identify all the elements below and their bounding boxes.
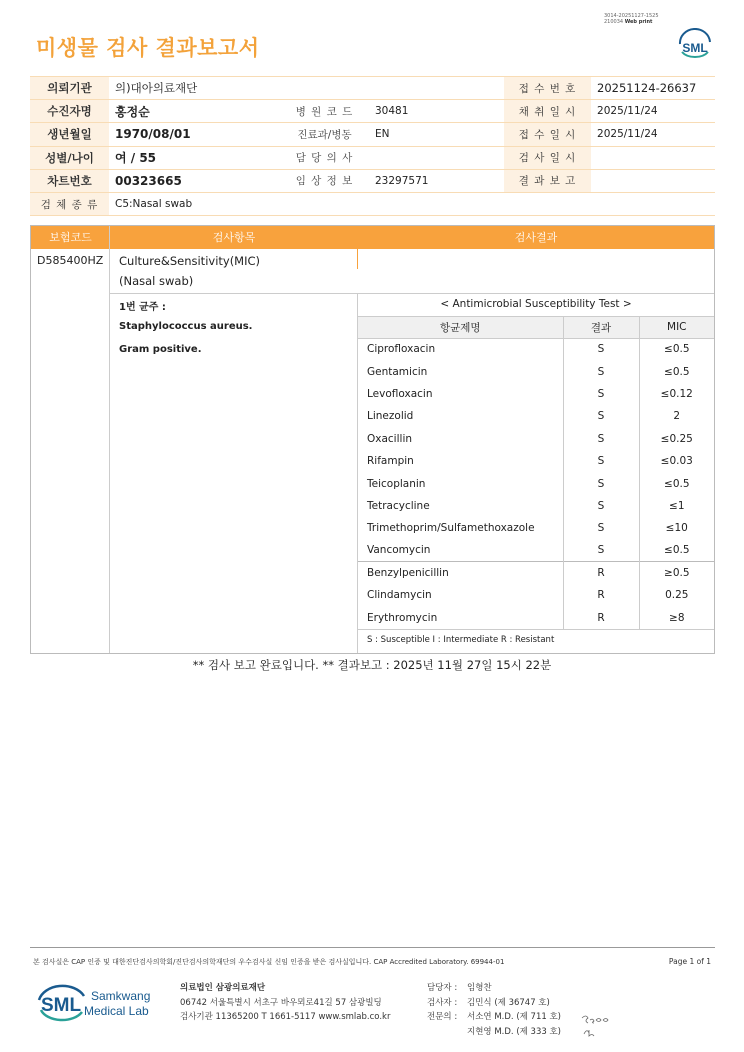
certification-text: 본 검사실은 CAP 인증 및 대한진단검사의학회/진단검사의학재단의 우수검사실 신임 인증을 받은 검사실입니다. CAP Accredited Laboratory. 69944-01	[33, 958, 505, 966]
patient-name-label: 수진자명	[30, 100, 109, 123]
col-result-header: 검사결과	[514, 231, 558, 244]
chart-no-label: 차트번호	[30, 169, 109, 192]
col-divider	[109, 226, 110, 653]
doctor	[369, 146, 504, 169]
corp-info	[180, 981, 390, 1025]
antibiotic-name: Vancomycin	[367, 544, 431, 557]
antibiotic-result: S	[563, 338, 639, 360]
antibiotic-name: Linezolid	[367, 410, 414, 423]
samkwang-logo-icon	[36, 980, 156, 1026]
antibiotic-row	[358, 584, 714, 606]
sex-age-label: 성별/나이	[30, 146, 109, 169]
test-date	[591, 146, 715, 169]
footer-divider	[30, 947, 715, 948]
receipt-no-label: 접 수 번 호	[504, 77, 591, 100]
insurance-code: D585400HZ	[37, 254, 104, 267]
dept-label: 진료과/병동	[280, 123, 369, 146]
antibiotic-name: Tetracycline	[367, 499, 430, 512]
clinical-label: 임 상 정 보	[280, 169, 369, 192]
logo-top-text: SML	[682, 41, 708, 55]
antibiotic-result: S	[563, 383, 639, 405]
antibiotic-result: S	[563, 495, 639, 517]
corp-contact: 검사기관 11365200 T 1661-5117 www.smlab.co.kr	[180, 1012, 391, 1022]
antibiotic-mic: ≥0.5	[639, 562, 714, 584]
result-report	[591, 169, 715, 192]
antibiotic-mic: ≤10	[639, 517, 714, 539]
ast-title: < Antimicrobial Susceptibility Test >	[358, 293, 714, 316]
antibiotic-row	[358, 607, 714, 629]
antibiotic-name: Ciprofloxacin	[367, 343, 436, 356]
organism-name: Staphylococcus aureus.	[119, 321, 253, 332]
manager: 임형찬	[467, 983, 492, 993]
specimen: C5:Nasal swab	[109, 192, 715, 215]
antibiotic-mic: 0.25	[639, 584, 714, 606]
antibiotic-name: Erythromycin	[367, 611, 438, 624]
ast-col-drug: 항균제명	[358, 316, 563, 338]
antibiotic-result: R	[563, 607, 639, 629]
antibiotic-mic: ≤0.5	[639, 338, 714, 360]
antibiotic-name: Rifampin	[367, 455, 414, 468]
antibiotic-row	[358, 360, 714, 382]
hospital-code-label: 병 원 코 드	[280, 100, 369, 123]
tester: 김민식 (제 36747 호)	[467, 997, 550, 1008]
antibiotic-name: Levofloxacin	[367, 387, 433, 400]
antibiotic-row	[358, 405, 714, 427]
doctor-label: 담 당 의 사	[280, 146, 369, 169]
receipt-date: 2025/11/24	[591, 123, 715, 146]
antibiotic-result: S	[563, 428, 639, 450]
collection-date-label: 채 취 일 시	[504, 100, 591, 123]
report-title: 미생물 검사 결과보고서	[36, 36, 260, 60]
antibiotic-result: R	[563, 584, 639, 606]
antibiotic-mic: ≥8	[639, 607, 714, 629]
antibiotic-row	[358, 472, 714, 494]
antibiotic-mic: ≤0.5	[639, 472, 714, 494]
antibiotic-name: Trimethoprim/Sulfamethoxazole	[367, 522, 535, 535]
request-org: 의)대아의료재단	[109, 77, 504, 100]
antibiotic-row	[358, 562, 714, 584]
antibiotic-name: Benzylpenicillin	[358, 562, 563, 584]
sex-age: 여 / 55	[109, 146, 280, 169]
antibiotic-row	[358, 540, 714, 562]
header-divider	[357, 249, 358, 269]
antibiotic-row	[358, 383, 714, 405]
antibiotic-name: Gentamicin	[367, 365, 428, 378]
antibiotic-mic: ≤1	[639, 495, 714, 517]
patient-name: 홍정순	[109, 100, 280, 123]
antibiotic-name: Oxacillin	[367, 432, 413, 445]
isolate-label: 1번 균주 :	[119, 302, 166, 313]
specialist-label: 전문의 :	[427, 1012, 458, 1022]
antibiotic-row	[358, 338, 714, 360]
specimen-label: 검 체 종 류	[30, 192, 109, 215]
antibiotic-mic: ≤0.03	[639, 450, 714, 472]
test-name: Culture&Sensitivity(MIC)	[119, 254, 261, 268]
antibiotic-mic: ≤0.5	[639, 540, 714, 562]
report-complete-text: ** 검사 보고 완료입니다. ** 결과보고 : 2025년 11월 27일 15시 22분	[192, 658, 552, 672]
request-org-label: 의뢰기관	[30, 77, 109, 100]
antibiotic-mic: 2	[639, 405, 714, 427]
footer-logo-line2: Medical Lab	[84, 1004, 149, 1018]
dob: 1970/08/01	[109, 123, 280, 146]
corp-name: 의료법인 삼광의료재단	[180, 983, 266, 993]
antibiotic-result: S	[563, 517, 639, 539]
antibiotic-name: Clindamycin	[367, 589, 432, 602]
ast-col-result: 결과	[563, 316, 639, 338]
print-code: 3014-20251127-1525 210034 Web print	[604, 13, 659, 25]
antibiotic-row	[358, 495, 714, 517]
clinical: 23297571	[369, 169, 504, 192]
specialist-2: 지현영 M.D. (제 333 호)	[467, 1026, 562, 1037]
test-specimen: (Nasal swab)	[119, 274, 194, 288]
ast-col-mic: MIC	[639, 316, 714, 338]
antibiotic-result: S	[563, 360, 639, 382]
antibiotic-result: S	[563, 450, 639, 472]
dob-label: 생년월일	[30, 123, 109, 146]
antibiotic-mic: ≤0.25	[639, 428, 714, 450]
specialist-1: 서소연 M.D. (제 711 호)	[467, 1012, 562, 1022]
antibiotic-name: Teicoplanin	[367, 477, 426, 490]
footer-logo-main: SML	[40, 995, 82, 1016]
receipt-date-label: 접 수 일 시	[504, 123, 591, 146]
result-box	[30, 225, 715, 654]
page-number: Page 1 of 1	[668, 957, 711, 966]
antibiotic-row	[358, 428, 714, 450]
antibiotic-mic: ≤0.12	[639, 383, 714, 405]
test-date-label: 검 사 일 시	[504, 146, 591, 169]
hospital-code: 30481	[369, 100, 504, 123]
antibiotic-result: R	[563, 562, 639, 584]
antibiotic-row	[358, 517, 714, 539]
footer-logo-line1: Samkwang	[91, 989, 151, 1003]
signature-icon	[578, 1010, 618, 1040]
result-report-label: 결 과 보 고	[504, 169, 591, 192]
patient-info-table	[30, 76, 715, 216]
ast-legend: S : Susceptible I : Intermediate R : Resistant	[358, 629, 714, 651]
antibiotic-row	[358, 450, 714, 472]
col-item-header: 검사항목	[212, 231, 256, 244]
receipt-no: 20251124-26637	[591, 77, 715, 100]
chart-no: 00323665	[109, 169, 280, 192]
result-header	[31, 226, 714, 249]
manager-label: 담당자 :	[427, 983, 458, 993]
gram-stain: Gram positive.	[119, 344, 202, 355]
antibiotic-result: S	[563, 540, 639, 562]
ast-table	[358, 293, 714, 651]
corp-address: 06742 서울특별시 서초구 바우뫼로41길 57 삼광빌딩	[180, 997, 382, 1008]
antibiotic-mic: ≤0.5	[639, 360, 714, 382]
sml-logo-icon	[676, 28, 714, 62]
tester-label: 검사자 :	[427, 997, 458, 1008]
collection-date: 2025/11/24	[591, 100, 715, 123]
antibiotic-result: S	[563, 405, 639, 427]
dept: EN	[369, 123, 504, 146]
col-code-header: 보험코드	[49, 231, 92, 244]
antibiotic-result: S	[563, 472, 639, 494]
staff-info	[427, 981, 561, 1039]
